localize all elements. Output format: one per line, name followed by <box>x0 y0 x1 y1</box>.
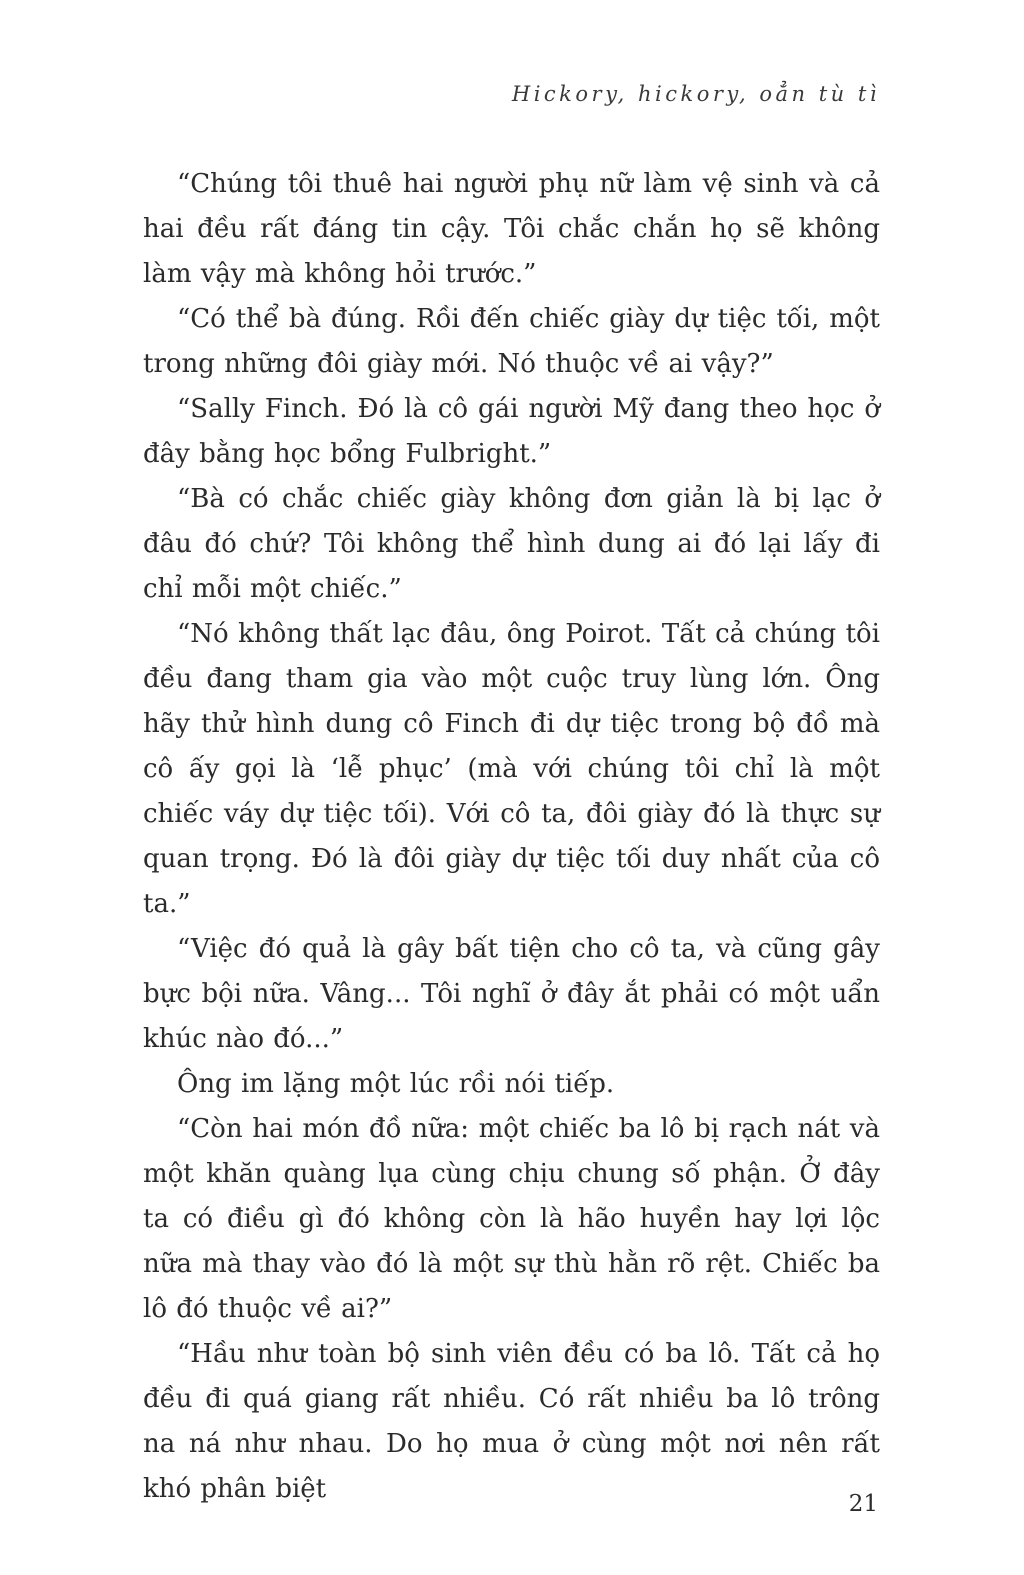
running-header: Hickory, hickory, oẳn tù tì <box>511 82 880 106</box>
paragraph: “Bà có chắc chiếc giày không đơn giản là bị lạc ở đâu đó chứ? Tôi không thể hình dung ai đó lại lấy đi chỉ mỗi một chiếc.” <box>143 484 880 604</box>
paragraph: “Nó không thất lạc đâu, ông Poirot. Tất cả chúng tôi đều đang tham gia vào một cuộc truy lùng lớn. Ông hãy thử hình dung cô Finch đi dự tiệc trong bộ đồ mà cô ấy gọi là ‘lễ phục’ (mà với chúng tôi chỉ là một chiếc váy dự tiệc tối). Với cô ta, đôi giày đó là thực sự quan trọng. Đó là đôi giày dự tiệc tối duy nhất của cô ta.” <box>143 619 880 919</box>
body-text <box>143 162 880 1512</box>
page-number: 21 <box>848 1491 878 1517</box>
paragraph: “Hầu như toàn bộ sinh viên đều có ba lô. Tất cả họ đều đi quá giang rất nhiều. Có rất nhiều ba lô trông na ná như nhau. Do họ mua ở cùng một nơi nên rất khó phân biệt <box>143 1339 880 1504</box>
paragraph: “Chúng tôi thuê hai người phụ nữ làm vệ sinh và cả hai đều rất đáng tin cậy. Tôi chắc chắn họ sẽ không làm vậy mà không hỏi trước.” <box>143 169 880 289</box>
paragraph: “Việc đó quả là gây bất tiện cho cô ta, và cũng gây bực bội nữa. Vâng... Tôi nghĩ ở đây ắt phải có một uẩn khúc nào đó...” <box>143 934 880 1054</box>
paragraph: “Sally Finch. Đó là cô gái người Mỹ đang theo học ở đây bằng học bổng Fulbright.” <box>143 394 880 469</box>
paragraph: “Có thể bà đúng. Rồi đến chiếc giày dự tiệc tối, một trong những đôi giày mới. Nó thuộc về ai vậy?” <box>143 304 880 379</box>
paragraph: Ông im lặng một lúc rồi nói tiếp. <box>177 1069 615 1099</box>
paragraph: “Còn hai món đồ nữa: một chiếc ba lô bị rạch nát và một khăn quàng lụa cùng chịu chung số phận. Ở đây ta có điều gì đó không còn là hão huyền hay lợi lộc nữa mà thay vào đó là một sự thù hằn rõ rệt. Chiếc ba lô đó thuộc về ai?” <box>143 1114 880 1324</box>
